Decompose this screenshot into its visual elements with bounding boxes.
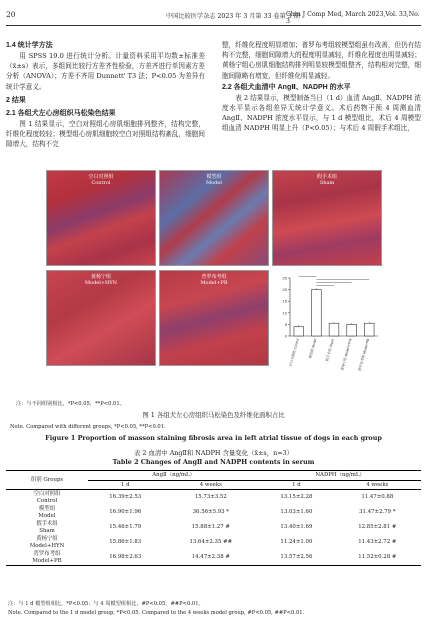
value-cell: 15.46±1.79 <box>109 524 142 531</box>
x-tick-label: 模型组 Model <box>308 338 318 359</box>
value-cell: 13.15±2.28 <box>280 494 313 501</box>
value-cell: 11.24±1.00 <box>280 539 313 546</box>
group-name-cn: 假手术组 <box>36 521 58 527</box>
figure-note-cn: 注：与不同组别相比，*P<0.05，**P<0.01。 <box>16 401 125 407</box>
figure-1-notes <box>16 400 416 408</box>
panel-label-en: Sham <box>319 180 335 186</box>
table-row <box>6 520 421 535</box>
micrograph-model-pb <box>159 270 269 366</box>
panel-label-cn: 黄杨宁组 <box>90 274 111 280</box>
value-cell: 11.52±0.28 # <box>358 554 397 561</box>
journal-en: Chin J Comp Med, March 2023,Vol. 33,No. 3 <box>286 11 420 25</box>
micrograph-model <box>159 170 269 266</box>
table-2-title-en: Table 2 Changes of AngⅡ and NADPH contents in serum <box>112 458 315 466</box>
group-name-en: Sham <box>39 527 55 534</box>
value-cell: 13.57±2.56 <box>280 554 313 561</box>
y-tick-label: 20 <box>282 287 287 293</box>
panel-label-en: Model+HYN <box>84 280 118 286</box>
continued-text: 整，纤维化程度明显增加；普罗布考组较模型组虽有改善，但仍有结构不完整，细胞间隙增大的程度明显减轻，纤维化程度也明显减轻；黄杨宁组心房肌细胞结构排列明显较模型组整齐，结构相对完整，细胞间隙略有增宽，但纤维化明显减轻。 <box>222 41 421 80</box>
value-cell: 13.03±1.60 <box>280 509 313 516</box>
right-column <box>222 40 421 134</box>
x-tick-label: 黄杨宁组 Model+HYN <box>340 338 353 372</box>
value-cell: 15.88±1.27 # <box>191 524 230 531</box>
figure-1-caption-cn: 图 1 各组犬左心房组织马松染色及纤维化面积占比 <box>142 411 285 419</box>
bar <box>312 290 322 336</box>
x-tick-label: 假手术组 Sham <box>325 338 335 362</box>
value-cell: 11.47±0.88 <box>361 494 394 501</box>
subheader-4w: 4 weeks <box>366 481 389 488</box>
value-cell: 16.90±1.96 <box>109 509 142 516</box>
col-header-groups: 组别 Groups <box>6 471 88 490</box>
figure-note-en: Note. Compared with different groups, *P<0.05, **P<0.01. <box>10 424 166 430</box>
fibrosis-bar-chart <box>272 270 382 394</box>
panel-label-cn: 普罗布考组 <box>201 274 227 280</box>
value-cell: 13.40±1.69 <box>280 524 313 531</box>
group-name-cn: 空白对照组 <box>33 491 61 497</box>
value-cell: 12.85±2.81 # <box>358 524 397 531</box>
y-tick-label: 10 <box>282 310 287 316</box>
section-2-2-text: 表 2 结果显示，模型制备当日（1 d）血清 AngⅡ、NADPH 浓度水平显示各组差异无统计学意义。术后药物干预 4 周测血清 AngⅡ、NADPH 浓度水平显示，与 1 d 模型组比，术后 4 周模型组血清 NADPH 明显上升（P<0.05）；与术后 4 周假手术组比， <box>222 93 421 133</box>
y-tick-label: 0 <box>284 333 287 339</box>
value-cell: 14.47±2.38 # <box>191 554 230 561</box>
value-cell: 31.47±2.79 * <box>359 509 396 516</box>
bar <box>364 323 374 336</box>
table-row <box>6 550 421 566</box>
group-name-cn: 模型组 <box>38 506 56 512</box>
col-header-nadph: NADPH（ng/mL） <box>259 471 421 481</box>
micrograph-control <box>46 170 156 266</box>
group-cell <box>6 535 88 550</box>
section-1-4-text: 用 SPSS 19.0 进行统计分析。计量资料采用平均数±标准差（x̄±s）表示，多组间比较行方差齐性检验，方差齐进行单因素方差分析（ANOVA）；方差不齐用 Dunnett' T3 法；P<0.05 为差异有统计学意义。 <box>6 52 205 91</box>
panel-label-en: Model <box>206 180 222 186</box>
panel-label-cn: 假手术组 <box>316 174 337 180</box>
group-name-cn: 黄杨宁组 <box>36 536 58 542</box>
group-name-en: Model <box>38 512 56 519</box>
bar <box>347 324 357 336</box>
subheader-1d: 1 d <box>120 481 130 488</box>
journal-cn: 中国比较医学杂志 2023 年 3 月第 33 卷第 3 期 <box>166 13 300 20</box>
table-row <box>6 535 421 550</box>
group-name-en: Control <box>36 497 58 504</box>
table-row <box>6 490 421 506</box>
value-cell: 36.56±5.93 * <box>192 509 229 516</box>
value-cell: 11.43±2.72 # <box>358 539 397 546</box>
x-tick-label: 空白对照组 Control <box>288 338 300 368</box>
value-cell: 15.73±3.52 <box>194 494 227 501</box>
group-name-en: Model+PB <box>32 557 62 564</box>
left-column <box>6 40 205 149</box>
micrograph-model-hyn <box>46 270 156 366</box>
running-header <box>6 10 421 25</box>
table-2-title-cn: 表 2 血清中 AngⅡ和 NADPH 含量变化（x̄±s，n=3） <box>133 449 294 457</box>
micrograph-sham <box>272 170 382 266</box>
group-cell <box>6 505 88 520</box>
group-cell <box>6 490 88 506</box>
group-cell <box>6 520 88 535</box>
figure-1-caption-en: Figure 1 Proportion of masson staining fibrosis area in left atrial tissue of dogs in each group <box>45 434 382 442</box>
group-name-en: Model+HYN <box>29 542 65 549</box>
bar <box>294 327 304 336</box>
section-2-2-heading: 2.2 各组犬血清中 AngⅡ、NADPH 的水平 <box>222 83 351 91</box>
bar <box>329 323 339 336</box>
table-row <box>6 505 421 520</box>
col-header-ang: AngⅡ（ng/mL） <box>88 471 259 481</box>
header-rule <box>6 25 421 26</box>
panel-label-en: Model+PB <box>200 280 228 286</box>
section-2-1-heading: 2.1 各组犬左心房组织马松染色结果 <box>6 109 116 117</box>
page-number: 20 <box>6 10 16 19</box>
table-2 <box>6 470 421 566</box>
value-cell: 15.86±1.83 <box>109 539 142 546</box>
figure-1 <box>46 170 382 394</box>
y-tick-label: 25 <box>282 275 287 281</box>
value-cell: 16.98±2.63 <box>109 554 142 561</box>
y-tick-label: 15 <box>282 298 287 304</box>
x-tick-label: 普罗布考组 Model+PB <box>357 338 371 372</box>
subheader-1d: 1 d <box>292 481 301 488</box>
table-2-note-en: Note. Compared to the 1 d model group, *P<0.05. Compared to the 4 weeks model group, #P<0.05, ##P<0.01. <box>8 610 305 616</box>
panel-label-cn: 空白对照组 <box>88 174 114 180</box>
table-2-note-cn: 注：与 1 d 模型组相比，*P<0.05；与 4 周模型组相比，#P<0.05，##P<0.01。 <box>8 601 204 607</box>
section-1-4-heading: 1.4 统计学方法 <box>6 42 53 49</box>
section-2-1-text: 图 1 结果显示，空白对照组心房肌细胞排列整齐，结构完整，纤维化程度较轻；模型组心房肌细胞较空白对照组结构紊乱，细胞间隙增大，结构不完 <box>6 119 205 149</box>
group-name-cn: 普罗布考组 <box>33 551 61 557</box>
panel-label-cn: 模型组 <box>206 174 222 180</box>
subheader-4w: 4 weeks <box>199 481 222 488</box>
panel-label-en: Control <box>91 180 111 186</box>
value-cell: 13.64±2.35 ## <box>189 539 233 546</box>
section-2-heading: 2 结果 <box>6 96 26 104</box>
value-cell: 16.39±2.53 <box>109 494 142 501</box>
y-tick-label: 5 <box>284 321 287 327</box>
group-cell <box>6 550 88 566</box>
